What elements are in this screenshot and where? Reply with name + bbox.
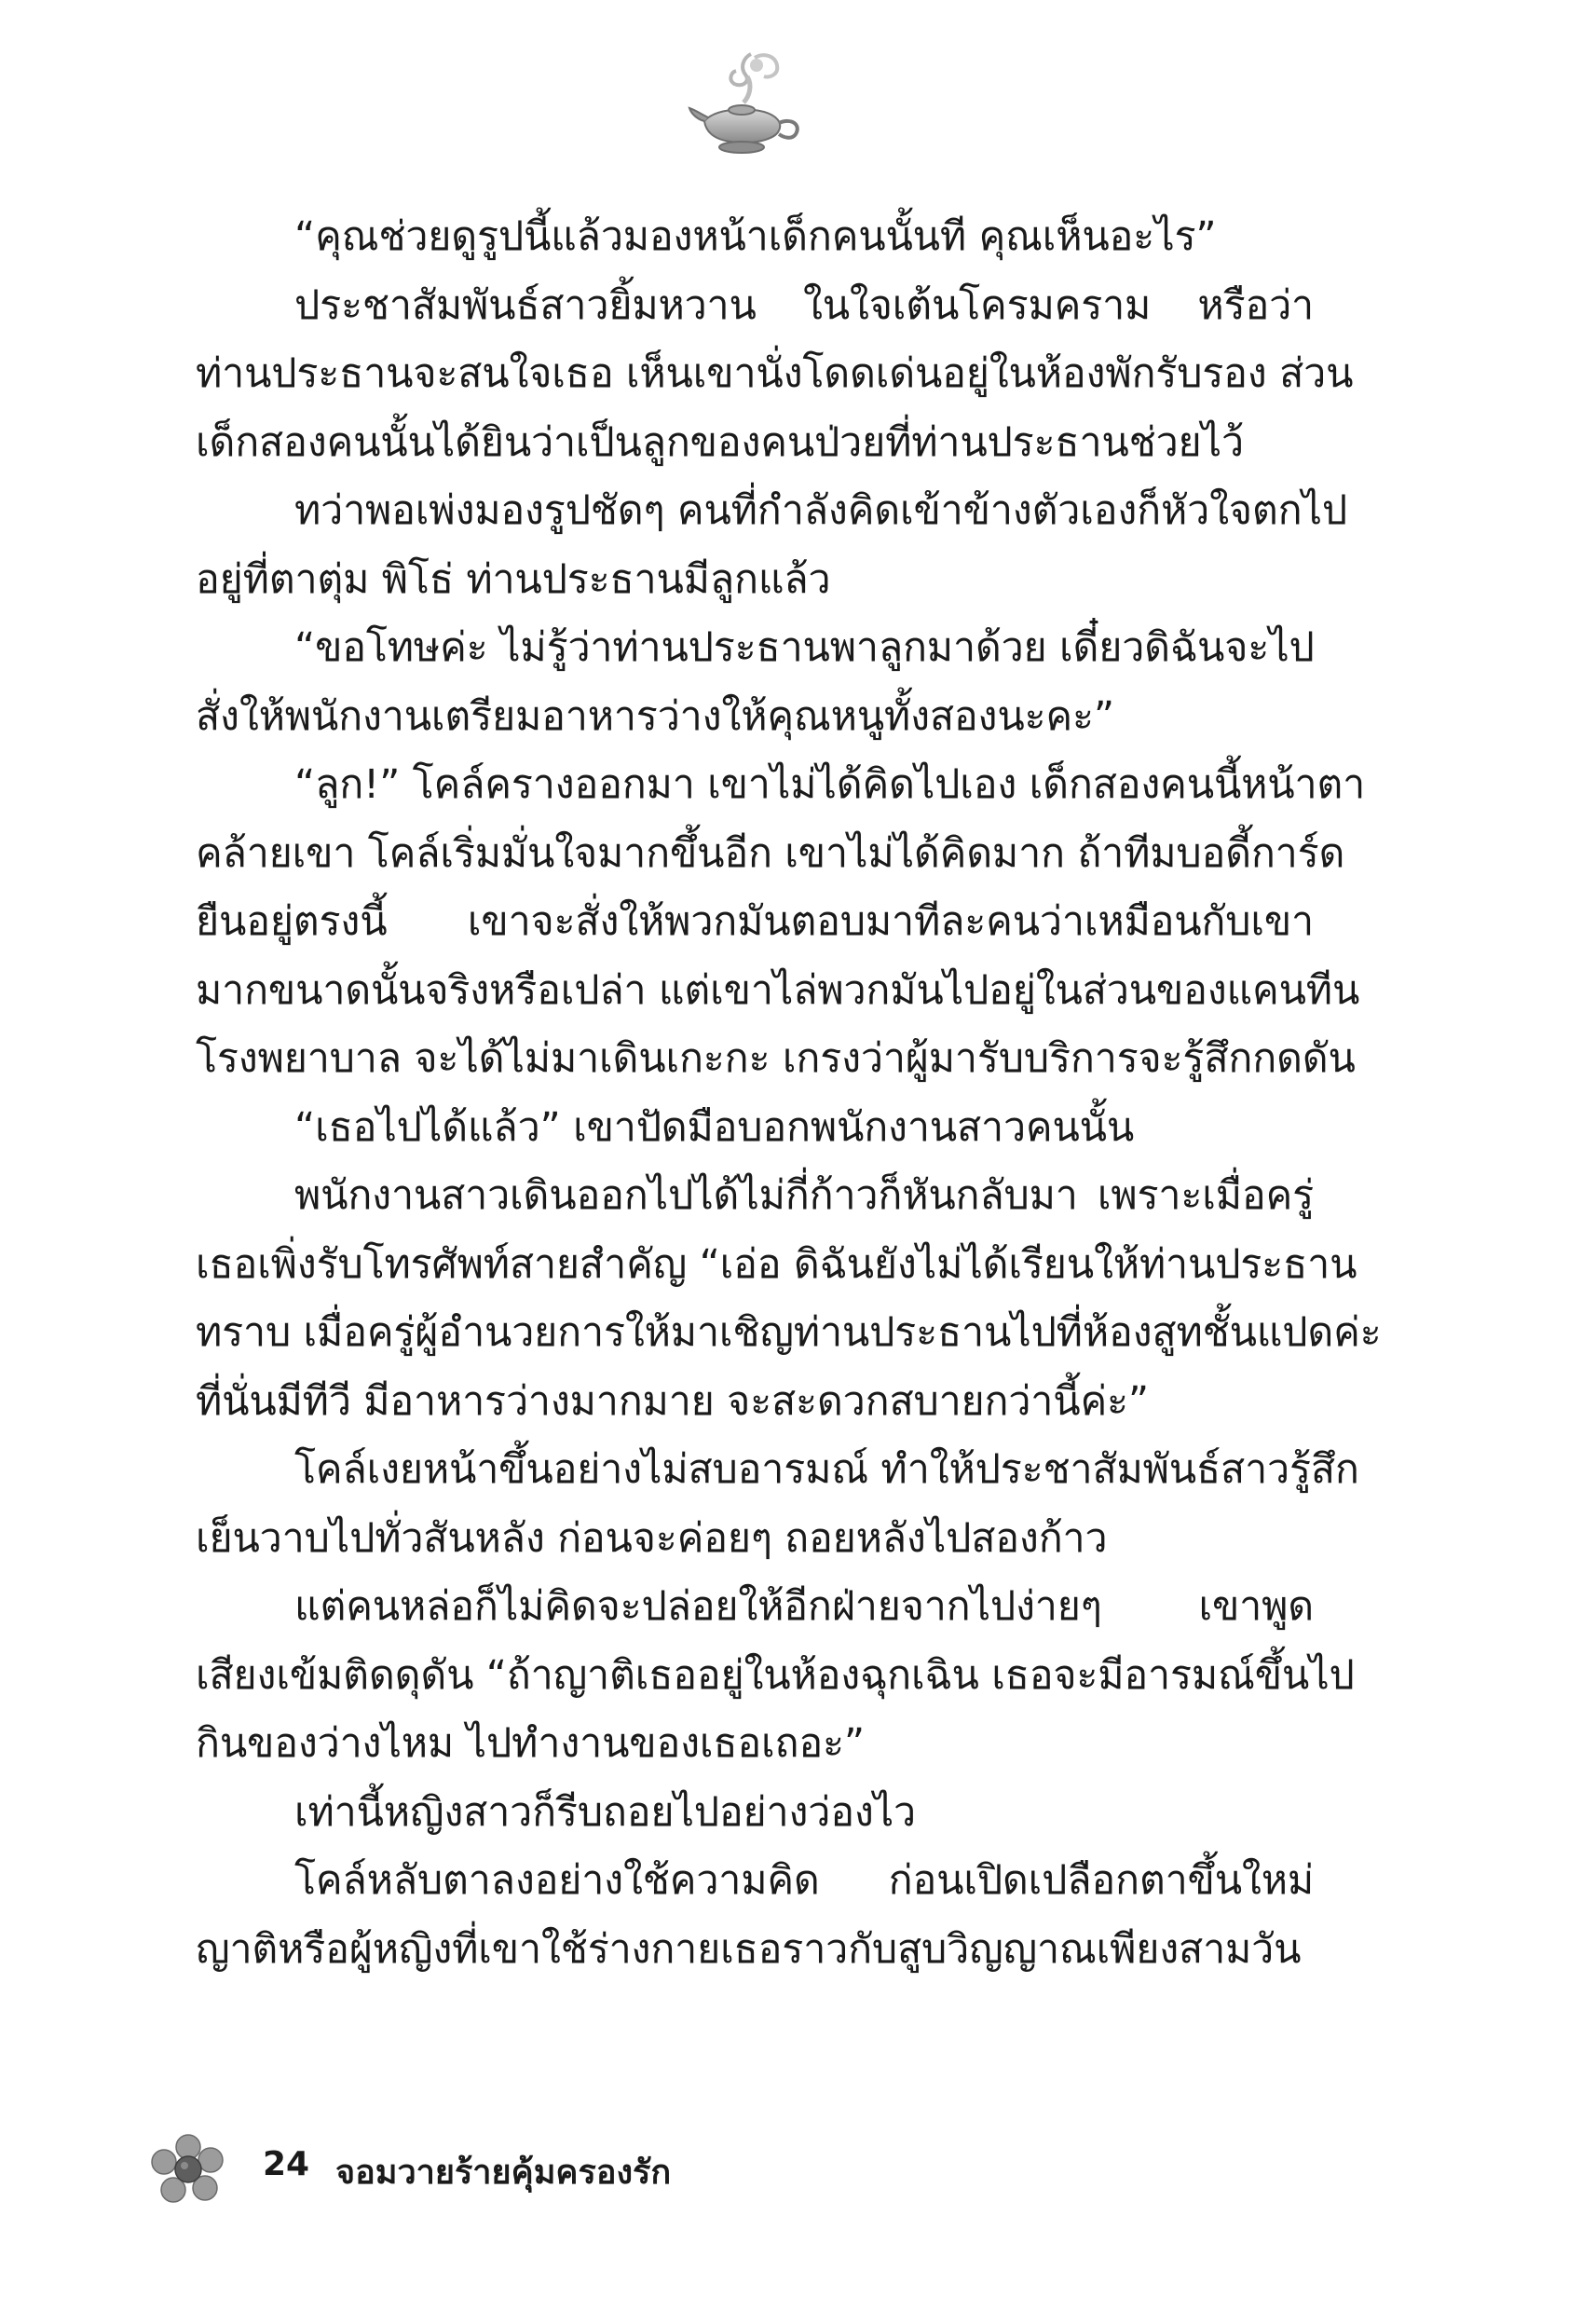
text-line: มากขนาดนั้นจริงหรือเปล่า แต่เขาไล่พวกมันไปอยู่ในส่วนของแคนทีน bbox=[196, 966, 1360, 1014]
text-line: ญาติหรือผู้หญิงที่เขาใช้ร่างกายเธอราวกับสูบวิญญาณเพียงสามวัน bbox=[196, 1925, 1302, 1973]
text-line: เสียงเข้มติดดุดัน “ถ้าญาติเธออยู่ในห้องฉุกเฉิน เธอจะมีอารมณ์ขึ้นไป bbox=[196, 1651, 1355, 1699]
text-line: เด็กสองคนนั้นได้ยินว่าเป็นลูกของคนป่วยที่ท่านประธานช่วยไว้ bbox=[196, 418, 1244, 466]
text-line: “ขอโทษค่ะ ไม่รู้ว่าท่านประธานพาลูกมาด้วย เดี๋ยวดิฉันจะไป bbox=[294, 624, 1315, 671]
paragraph bbox=[196, 614, 1314, 751]
paragraph bbox=[196, 1573, 1355, 1779]
text-line: อยู่ที่ตาตุ่ม พิโธ่ ท่านประธานมีลูกแล้ว bbox=[196, 555, 831, 603]
text-line: ประชาสัมพันธ์สาวยิ้มหวาน ในใจเต้นโครมคราม หรือว่า bbox=[294, 281, 1314, 329]
paragraph bbox=[196, 1779, 1314, 1848]
text-line: เย็นวาบไปทั่วสันหลัง ก่อนจะค่อยๆ ถอยหลังไปสองก้าว bbox=[196, 1514, 1108, 1562]
text-line: เท่านี้หญิงสาวก็รีบถอยไปอย่างว่องไว bbox=[294, 1788, 916, 1836]
paragraph bbox=[196, 1094, 1314, 1163]
text-line: ยืนอยู่ตรงนี้ เขาจะสั่งให้พวกมันตอบมาทีละคนว่าเหมือนกับเขา bbox=[196, 898, 1314, 945]
paragraph bbox=[196, 203, 1314, 272]
body-text bbox=[196, 203, 1382, 1984]
paragraph bbox=[196, 272, 1354, 478]
book-title: จอมวายร้ายคุ้มครองรัก bbox=[335, 2154, 672, 2192]
text-line: โรงพยาบาล จะได้ไม่มาเดินเกะกะ เกรงว่าผู้มารับบริการจะรู้สึกกดดัน bbox=[196, 1035, 1356, 1082]
text-line: ทราบ เมื่อครู่ผู้อำนวยการให้มาเชิญท่านประธานไปที่ห้องสูทชั้นแปดค่ะ bbox=[196, 1309, 1382, 1356]
text-line: ที่นั่นมีทีวี มีอาหารว่างมากมาย จะสะดวกสบายกว่านี้ค่ะ” bbox=[196, 1377, 1149, 1425]
text-line: สั่งให้พนักงานเตรียมอาหารว่างให้คุณหนูทั้งสองนะคะ” bbox=[196, 692, 1114, 740]
text-line: พนักงานสาวเดินออกไปได้ไม่กี่ก้าวก็หันกลับมา เพราะเมื่อครู่ bbox=[294, 1172, 1314, 1219]
paragraph bbox=[196, 751, 1366, 1094]
flower-ornament-icon bbox=[149, 2132, 227, 2210]
page-footer bbox=[149, 2132, 988, 2207]
text-line: คล้ายเขา โคล์เริ่มมั่นใจมากขึ้นอีก เขาไม่ได้คิดมาก ถ้าทีมบอดี้การ์ด bbox=[196, 829, 1345, 877]
text-line: “ลูก!” โคล์ครางออกมา เขาไม่ได้คิดไปเอง เด็กสองคนนี้หน้าตา bbox=[294, 761, 1366, 808]
text-line: “คุณช่วยดูรูปนี้แล้วมองหน้าเด็กคนนั้นที คุณเห็นอะไร” bbox=[294, 213, 1217, 260]
paragraph bbox=[196, 1162, 1382, 1436]
text-line: กินของว่างไหม ไปทำงานของเธอเถอะ” bbox=[196, 1720, 865, 1767]
text-line: “เธอไปได้แล้ว” เขาปัดมือบอกพนักงานสาวคนนั้น bbox=[294, 1103, 1135, 1151]
text-line: เธอเพิ่งรับโทรศัพท์สายสำคัญ “เอ่อ ดิฉันยังไม่ได้เรียนให้ท่านประธาน bbox=[196, 1240, 1357, 1288]
paragraph bbox=[196, 1847, 1314, 1984]
paragraph bbox=[196, 477, 1347, 614]
lamp-ornament-icon bbox=[686, 48, 807, 160]
text-line: ท่านประธานจะสนใจเธอ เห็นเขานั่งโดดเด่นอยู่ในห้องพักรับรอง ส่วน bbox=[196, 350, 1354, 397]
text-line: โคล์หลับตาลงอย่างใช้ความคิด ก่อนเปิดเปลือกตาขึ้นใหม่ bbox=[294, 1857, 1314, 1904]
text-line: โคล์เงยหน้าขึ้นอย่างไม่สบอารมณ์ ทำให้ประชาสัมพันธ์สาวรู้สึก bbox=[294, 1446, 1359, 1493]
text-line: แต่คนหล่อก็ไม่คิดจะปล่อยให้อีกฝ่ายจากไปง่ายๆ เขาพูด bbox=[294, 1583, 1314, 1630]
text-line: ทว่าพอเพ่งมองรูปชัดๆ คนที่กำลังคิดเข้าข้างตัวเองก็หัวใจตกไป bbox=[294, 487, 1347, 534]
paragraph bbox=[196, 1436, 1359, 1573]
page-number: 24 bbox=[263, 2145, 310, 2183]
